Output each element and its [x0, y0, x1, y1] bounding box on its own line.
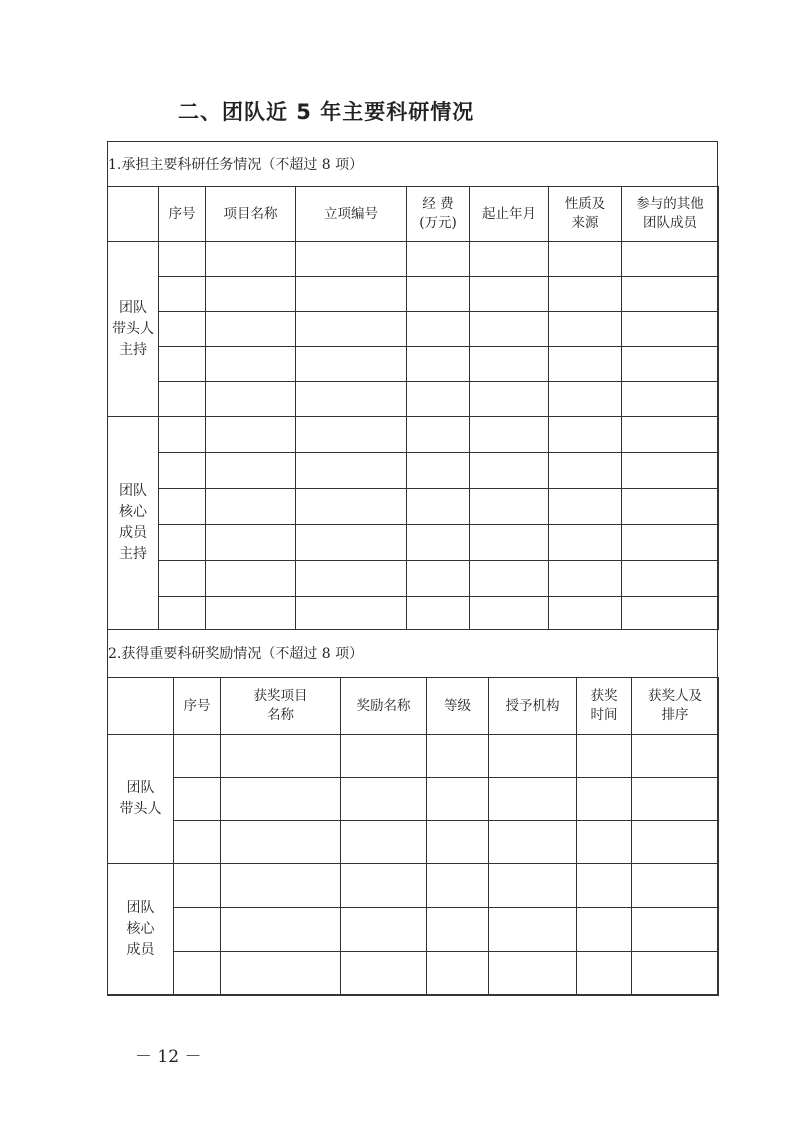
table-cell-input[interactable] — [622, 312, 719, 347]
table-row — [108, 382, 719, 417]
table-cell-input[interactable] — [174, 952, 221, 996]
table-cell-input[interactable] — [221, 908, 341, 952]
group-label-line: 团队 — [126, 780, 155, 796]
table-cell-input[interactable] — [341, 908, 427, 952]
table-cell-input[interactable] — [577, 778, 632, 821]
group-label-line: 成员 — [119, 525, 147, 541]
table-cell-input[interactable] — [407, 453, 470, 489]
table-cell-input[interactable] — [206, 277, 296, 312]
header-corner-cell — [108, 678, 174, 735]
table-cell-input[interactable] — [549, 561, 622, 597]
table-cell-input[interactable] — [206, 525, 296, 561]
table-cell-input[interactable] — [622, 277, 719, 312]
header-nature-line2: 来源 — [571, 215, 599, 231]
header-winners-line1: 获奖人及 — [648, 688, 702, 704]
table-cell-input[interactable] — [549, 242, 622, 277]
table-cell-input[interactable] — [296, 597, 407, 630]
table-cell-input[interactable] — [296, 382, 407, 417]
table-cell-input[interactable] — [549, 382, 622, 417]
table-cell-input[interactable] — [159, 597, 206, 630]
header-index: 序号 — [159, 187, 206, 242]
table-cell-input[interactable] — [622, 417, 719, 453]
group-label-line: 主持 — [119, 341, 147, 358]
table-cell-input[interactable] — [470, 312, 549, 347]
table-cell-input[interactable] — [577, 908, 632, 952]
group-label-line: 团队 — [119, 299, 147, 316]
header-award-name: 奖励名称 — [341, 678, 427, 735]
table-cell-input[interactable] — [470, 277, 549, 312]
table-cell-input[interactable] — [489, 735, 577, 778]
group-label-line: 核心 — [126, 921, 155, 937]
table-cell-input[interactable] — [407, 489, 470, 525]
table-cell-input[interactable] — [549, 453, 622, 489]
table-cell-input[interactable] — [549, 489, 622, 525]
table-cell-input[interactable] — [221, 778, 341, 821]
table-cell-input[interactable] — [622, 561, 719, 597]
table-cell-input[interactable] — [470, 525, 549, 561]
table-cell-input[interactable] — [296, 561, 407, 597]
group-label-line: 核心 — [119, 504, 147, 520]
table-cell-input[interactable] — [622, 525, 719, 561]
table-cell-input[interactable] — [622, 347, 719, 382]
group-label-leader — [108, 242, 159, 417]
table-cell-input[interactable] — [159, 489, 206, 525]
table-cell-input[interactable] — [632, 821, 719, 864]
table-cell-input[interactable] — [407, 277, 470, 312]
table-cell-input[interactable] — [407, 561, 470, 597]
table-cell-input[interactable] — [159, 277, 206, 312]
table-row — [108, 952, 719, 996]
table-cell-input[interactable] — [221, 735, 341, 778]
table-cell-input[interactable] — [206, 561, 296, 597]
table-cell-input[interactable] — [407, 312, 470, 347]
research-awards-table — [107, 677, 719, 996]
table-cell-input[interactable] — [296, 347, 407, 382]
table-cell-input[interactable] — [159, 242, 206, 277]
table-cell-input[interactable] — [174, 778, 221, 821]
table-cell-input[interactable] — [159, 312, 206, 347]
table-cell-input[interactable] — [427, 735, 489, 778]
table-cell-input[interactable] — [159, 347, 206, 382]
header-time-line2: 时间 — [590, 707, 618, 723]
table-cell-input[interactable] — [296, 242, 407, 277]
table-cell-input[interactable] — [206, 382, 296, 417]
table-row — [108, 735, 719, 778]
table-cell-input[interactable] — [427, 908, 489, 952]
header-corner-cell — [108, 187, 159, 242]
table-cell-input[interactable] — [577, 952, 632, 996]
table-cell-input[interactable] — [296, 453, 407, 489]
table-cell-input[interactable] — [427, 821, 489, 864]
table-cell-input[interactable] — [296, 525, 407, 561]
header-project-line2: 名称 — [267, 707, 294, 723]
table-cell-input[interactable] — [489, 952, 577, 996]
table-cell-input[interactable] — [159, 453, 206, 489]
table-cell-input[interactable] — [489, 778, 577, 821]
section-1-label: 1.承担主要科研任务情况（不超过 8 项） — [108, 157, 364, 173]
table-cell-input[interactable] — [549, 597, 622, 630]
table-cell-input[interactable] — [407, 597, 470, 630]
table-cell-input[interactable] — [174, 735, 221, 778]
table-cell-input[interactable] — [407, 382, 470, 417]
table-cell-input[interactable] — [341, 778, 427, 821]
table-cell-input[interactable] — [489, 908, 577, 952]
table-row — [108, 242, 719, 277]
header-members-line2: 团队成员 — [643, 215, 697, 231]
table-row — [108, 417, 719, 453]
table-row — [108, 453, 719, 489]
table-cell-input[interactable] — [549, 347, 622, 382]
table-cell-input[interactable] — [470, 597, 549, 630]
table-cell-input[interactable] — [206, 453, 296, 489]
table-cell-input[interactable] — [427, 952, 489, 996]
table-cell-input[interactable] — [296, 417, 407, 453]
page-number: － 12 － — [135, 1047, 202, 1067]
table-cell-input[interactable] — [470, 453, 549, 489]
table-cell-input[interactable] — [407, 347, 470, 382]
table-cell-input[interactable] — [470, 347, 549, 382]
table-row — [108, 489, 719, 525]
table-cell-input[interactable] — [632, 735, 719, 778]
header-funding — [407, 187, 470, 242]
table-row — [108, 312, 719, 347]
table-cell-input[interactable] — [632, 908, 719, 952]
table-cell-input[interactable] — [470, 382, 549, 417]
table-cell-input[interactable] — [427, 778, 489, 821]
table-row — [108, 347, 719, 382]
group-label-core — [108, 864, 174, 996]
table-cell-input[interactable] — [221, 864, 341, 908]
table-row — [108, 864, 719, 908]
table-cell-input[interactable] — [549, 417, 622, 453]
header-period: 起止年月 — [470, 187, 549, 242]
table-cell-input[interactable] — [470, 417, 549, 453]
table-cell-input[interactable] — [174, 908, 221, 952]
group-label-core — [108, 417, 159, 630]
table-cell-input[interactable] — [470, 489, 549, 525]
table-cell-input[interactable] — [407, 417, 470, 453]
table-cell-input[interactable] — [577, 864, 632, 908]
table-cell-input[interactable] — [159, 382, 206, 417]
table-cell-input[interactable] — [407, 242, 470, 277]
table-cell-input[interactable] — [221, 821, 341, 864]
table-cell-input[interactable] — [159, 561, 206, 597]
table-cell-input[interactable] — [341, 821, 427, 864]
table-cell-input[interactable] — [577, 821, 632, 864]
table-row — [108, 277, 719, 312]
table-cell-input[interactable] — [206, 417, 296, 453]
table-row — [108, 561, 719, 597]
table-cell-input[interactable] — [159, 417, 206, 453]
header-nature-line1: 性质及 — [564, 196, 606, 212]
header-grade: 等级 — [427, 678, 489, 735]
table-cell-input[interactable] — [489, 864, 577, 908]
table-cell-input[interactable] — [296, 312, 407, 347]
table-row — [108, 908, 719, 952]
table-cell-input[interactable] — [206, 347, 296, 382]
section-2-label: 2.获得重要科研奖励情况（不超过 8 项） — [108, 646, 364, 662]
table-cell-input[interactable] — [159, 525, 206, 561]
header-nature-source — [549, 187, 622, 242]
table-cell-input[interactable] — [632, 864, 719, 908]
group-label-line: 主持 — [119, 546, 147, 562]
header-project-code: 立项编号 — [296, 187, 407, 242]
table-cell-input[interactable] — [206, 597, 296, 630]
group-label-leader — [108, 735, 174, 864]
table-cell-input[interactable] — [206, 242, 296, 277]
research-tasks-table — [107, 186, 719, 630]
table-cell-input[interactable] — [549, 312, 622, 347]
table-row — [108, 778, 719, 821]
group-label-line: 团队 — [119, 483, 147, 499]
table-cell-input[interactable] — [470, 242, 549, 277]
table-cell-input[interactable] — [174, 821, 221, 864]
table-cell-input[interactable] — [577, 735, 632, 778]
table-cell-input[interactable] — [174, 864, 221, 908]
header-award-project — [221, 678, 341, 735]
header-award-time — [577, 678, 632, 735]
header-grantor: 授予机构 — [489, 678, 577, 735]
table-cell-input[interactable] — [632, 952, 719, 996]
header-other-members — [622, 187, 719, 242]
table-row — [108, 597, 719, 630]
table-cell-input[interactable] — [489, 821, 577, 864]
table-cell-input[interactable] — [341, 864, 427, 908]
table-cell-input[interactable] — [296, 489, 407, 525]
table-cell-input[interactable] — [341, 735, 427, 778]
table-header-row — [108, 678, 719, 735]
table-cell-input[interactable] — [427, 864, 489, 908]
group-label-line: 团队 — [126, 900, 155, 916]
group-label-line: 成员 — [126, 942, 155, 958]
table-cell-input[interactable] — [341, 952, 427, 996]
table-row — [108, 821, 719, 864]
page-title: 二、团队近 5 年主要科研情况 — [178, 100, 475, 124]
header-project-name: 项目名称 — [206, 187, 296, 242]
table-cell-input[interactable] — [470, 561, 549, 597]
header-funding-line2: (万元) — [419, 215, 457, 231]
table-cell-input[interactable] — [622, 597, 719, 630]
table-cell-input[interactable] — [549, 525, 622, 561]
table-cell-input[interactable] — [622, 382, 719, 417]
header-winners — [632, 678, 719, 735]
group-label-line: 带头人 — [119, 801, 162, 817]
table-cell-input[interactable] — [407, 525, 470, 561]
table-cell-input[interactable] — [221, 952, 341, 996]
table-header-row — [108, 187, 719, 242]
header-members-line1: 参与的其他 — [636, 196, 704, 212]
header-winners-line2: 排序 — [661, 707, 689, 723]
table-cell-input[interactable] — [549, 277, 622, 312]
table-cell-input[interactable] — [622, 453, 719, 489]
header-funding-line1: 经 费 — [422, 196, 454, 212]
group-label-line: 带头人 — [112, 320, 154, 337]
header-index: 序号 — [174, 678, 221, 735]
table-row — [108, 525, 719, 561]
table-cell-input[interactable] — [206, 489, 296, 525]
table-cell-input[interactable] — [622, 242, 719, 277]
table-cell-input[interactable] — [206, 312, 296, 347]
header-project-line1: 获奖项目 — [253, 688, 308, 704]
table-cell-input[interactable] — [632, 778, 719, 821]
table-cell-input[interactable] — [622, 489, 719, 525]
header-time-line1: 获奖 — [590, 688, 618, 704]
table-cell-input[interactable] — [296, 277, 407, 312]
